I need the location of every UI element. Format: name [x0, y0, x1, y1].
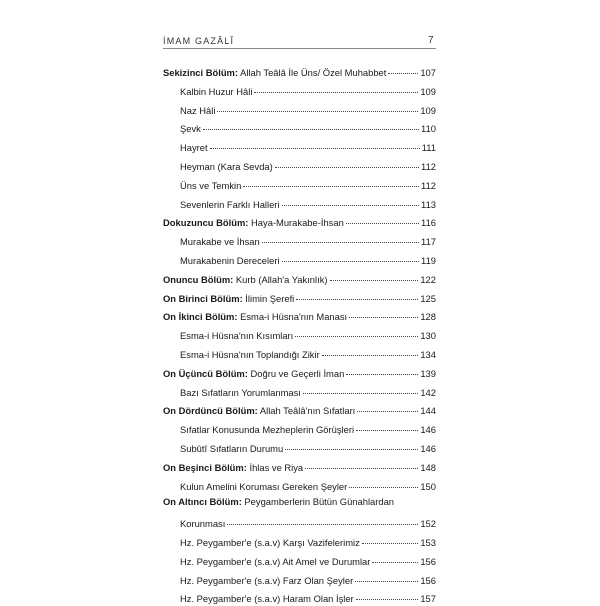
- dot-leader: [254, 80, 418, 93]
- toc-subsection-entry: [180, 383, 436, 397]
- entry-text: Hz. Peygamber'e (s.a.v) Ait Amel ve Durumlar: [180, 555, 371, 567]
- dot-leader: [355, 569, 418, 582]
- chapter-label: On Birinci Bölüm:: [163, 292, 243, 304]
- toc-page-number: 109: [420, 104, 436, 116]
- entry-text: Kulun Amelini Koruması Gereken Şeyler: [180, 480, 348, 492]
- toc-chapter-entry: [163, 307, 436, 321]
- toc-subsection-entry: [180, 571, 436, 585]
- toc-subsection-entry: [180, 232, 436, 246]
- running-header-title: İMAM GAZÂLÎ: [163, 36, 235, 46]
- dot-leader: [210, 136, 420, 149]
- toc-page-number: 152: [420, 518, 436, 530]
- toc-page-number: 139: [420, 367, 436, 379]
- toc-page-number: 156: [420, 574, 436, 586]
- entry-text: Sevenlerin Farklı Halleri: [180, 198, 280, 210]
- toc-entry-title: [180, 348, 320, 362]
- toc-page-number: 125: [420, 292, 436, 304]
- dot-leader: [322, 343, 419, 356]
- toc-entry-title: [180, 423, 354, 437]
- toc-subsection-entry: [180, 101, 436, 115]
- chapter-label: On İkinci Bölüm:: [163, 311, 238, 323]
- entry-text: Doğru ve Geçerli İman: [247, 367, 345, 379]
- toc-chapter-entry: [163, 401, 436, 415]
- toc-entry-title: [180, 179, 241, 193]
- toc-subsection-entry: [180, 345, 436, 359]
- toc-page-number: 146: [420, 443, 436, 454]
- toc-entry-title: [163, 310, 347, 324]
- toc-entry-title: [163, 404, 355, 418]
- dot-leader: [296, 287, 418, 300]
- entry-text: Bazı Sıfatların Yorumlanması: [180, 386, 301, 398]
- toc-entry-title: [180, 104, 215, 118]
- dot-leader: [282, 193, 420, 206]
- toc-entry-title: [180, 122, 201, 136]
- running-header-page-number: 7: [428, 35, 434, 46]
- toc-entry-title: [180, 480, 347, 494]
- toc-entry-title: [180, 574, 353, 588]
- toc-entry-title: [163, 292, 294, 306]
- toc-entry-title: [180, 329, 293, 343]
- toc-page-number: 150: [420, 480, 436, 492]
- toc-entry-title: [180, 386, 301, 400]
- toc-chapter-entry: [163, 270, 436, 284]
- toc-entry-title: [163, 66, 386, 80]
- entry-text: Allah Teâlâ'nın Sıfatları: [257, 405, 356, 417]
- entry-text: Esma-i Hüsna'nın Kısımları: [180, 330, 294, 342]
- entry-text: Heyman (Kara Sevda): [180, 161, 273, 172]
- dot-leader: [227, 512, 418, 525]
- toc-entry-title: [180, 198, 280, 212]
- toc-page-number: 134: [420, 349, 436, 360]
- toc-subsection-entry: [180, 552, 436, 566]
- toc-chapter-entry: [163, 458, 436, 472]
- toc-subsection-entry: [180, 138, 436, 152]
- entry-text: Sıfatlar Konusunda Mezheplerin Görüşleri: [180, 424, 355, 436]
- toc-page-number: 111: [421, 142, 436, 154]
- toc-page-number: 156: [420, 555, 436, 567]
- chapter-label: On Beşinci Bölüm:: [163, 461, 247, 473]
- dot-leader: [346, 211, 419, 224]
- dot-leader: [282, 249, 420, 262]
- toc-chapter-entry: [163, 213, 436, 227]
- entry-text: Haya-Murakabe-İhsan: [248, 217, 344, 229]
- entry-text: Murakabenin Dereceleri: [180, 255, 280, 266]
- toc-subsection-entry: [180, 439, 436, 453]
- dot-leader: [362, 531, 419, 544]
- dot-leader: [349, 475, 418, 488]
- dot-leader: [203, 117, 419, 130]
- toc-page-number: 130: [420, 330, 436, 342]
- toc-entry-title: [180, 141, 208, 155]
- entry-text: Üns ve Temkin: [180, 179, 242, 191]
- toc-page-number: 113: [421, 198, 436, 210]
- toc-subsection-entry: [180, 326, 436, 340]
- toc-subsection-entry: [180, 251, 436, 265]
- entry-text: Korunması: [180, 518, 226, 530]
- dot-leader: [357, 399, 418, 412]
- dot-leader: [356, 587, 419, 600]
- entry-text: Hz. Peygamber'e (s.a.v) Farz Olan Şeyler: [180, 574, 354, 586]
- toc-page-number: 112: [421, 161, 436, 172]
- chapter-label: On Altıncı Bölüm:: [163, 496, 242, 508]
- dot-leader: [217, 99, 418, 112]
- entry-text: Esma-i Hüsna'nın Toplandığı Zikir: [180, 349, 320, 360]
- dot-leader: [303, 381, 418, 394]
- toc-subsection-entry: [180, 477, 436, 491]
- entry-text: Kurb (Allah'a Yakınlık): [233, 273, 328, 285]
- toc-subsection-entry: [180, 176, 436, 190]
- toc-chapter-entry: [163, 289, 436, 303]
- entry-text: Allah Teâlâ İle Üns/ Özel Muhabbet: [238, 67, 387, 78]
- chapter-label: On Dördüncü Bölüm:: [163, 405, 258, 417]
- chapter-label: Sekizinci Bölüm:: [163, 67, 239, 78]
- toc-entry-title: [180, 85, 252, 99]
- dot-leader: [349, 305, 418, 318]
- entry-text: Şevk: [180, 123, 201, 135]
- toc-chapter-entry: [163, 495, 436, 509]
- toc-page-number: 116: [421, 217, 436, 229]
- dot-leader: [388, 61, 418, 74]
- toc-page-number: 153: [420, 537, 436, 548]
- entry-text: İlimin Şerefi: [242, 292, 295, 304]
- toc-subsection-entry: [180, 119, 436, 133]
- entry-text: İhlas ve Riya: [246, 461, 304, 473]
- entry-text: Hz. Peygamber'e (s.a.v) Karşı Vazifelerimiz: [180, 537, 360, 548]
- toc-page-number: 157: [420, 593, 436, 605]
- toc-subsection-entry: [180, 157, 436, 171]
- toc-page-number: 112: [421, 179, 436, 191]
- toc-subsection-entry: [180, 533, 436, 547]
- toc-entry-title: [163, 495, 394, 509]
- entry-text: Esma-i Hüsna'nın Manası: [237, 311, 348, 323]
- toc-subsection-entry: [180, 589, 436, 603]
- toc-entry-title: [163, 273, 328, 287]
- entry-text: Hz. Peygamber'e (s.a.v) Haram Olan İşler: [180, 593, 354, 605]
- entry-text: Kalbin Huzur Hâli: [180, 85, 253, 97]
- toc-page-number: 119: [421, 255, 436, 266]
- toc-entry-title: [180, 442, 283, 456]
- toc-page-number: 144: [420, 405, 436, 417]
- entry-text: Peygamberlerin Bütün Günahlardan: [241, 496, 395, 508]
- dot-leader: [372, 550, 418, 563]
- chapter-label: Dokuzuncu Bölüm:: [163, 217, 249, 229]
- toc-subsection-entry: [180, 420, 436, 434]
- toc-entry-title: [180, 254, 280, 268]
- toc-chapter-entry: [163, 364, 436, 378]
- dot-leader: [305, 456, 418, 469]
- dot-leader: [356, 418, 418, 431]
- toc-entry-title: [180, 160, 273, 174]
- toc-subsection-entry: [180, 514, 436, 528]
- toc-entry-title: [180, 555, 370, 569]
- toc-page-number: 128: [420, 311, 436, 323]
- toc-entry-title: [163, 461, 303, 475]
- toc-page-number: 122: [420, 273, 436, 285]
- chapter-label: Onuncu Bölüm:: [163, 273, 234, 285]
- dot-leader: [262, 230, 419, 243]
- toc-entry-title: [180, 235, 260, 249]
- toc-page-number: 142: [420, 386, 436, 398]
- toc-entry-title: [163, 367, 344, 381]
- toc-subsection-entry: [180, 195, 436, 209]
- toc-page-number: 110: [421, 123, 436, 135]
- dot-leader: [285, 437, 418, 450]
- toc-page-number: 109: [420, 85, 436, 97]
- toc-chapter-entry: [163, 63, 436, 77]
- toc-entry-title: [180, 517, 225, 531]
- toc-page-number: 117: [421, 236, 436, 248]
- dot-leader: [295, 324, 418, 337]
- entry-text: Hayret: [180, 142, 208, 154]
- entry-text: Subûtî Sıfatların Durumu: [180, 443, 284, 454]
- toc-entry-title: [163, 216, 344, 230]
- dot-leader: [346, 362, 418, 375]
- toc-page-number: 107: [420, 67, 436, 78]
- toc-subsection-entry: [180, 82, 436, 96]
- dot-leader: [275, 155, 419, 168]
- toc-entry-title: [180, 536, 360, 550]
- entry-text: Murakabe ve İhsan: [180, 236, 260, 248]
- toc-page-number: 146: [420, 424, 436, 436]
- chapter-label: On Üçüncü Bölüm:: [163, 367, 248, 379]
- entry-text: Naz Hâli: [180, 104, 216, 116]
- dot-leader: [330, 268, 419, 281]
- dot-leader: [243, 174, 419, 187]
- toc-page-number: 148: [420, 461, 436, 473]
- toc-entry-title: [180, 592, 354, 606]
